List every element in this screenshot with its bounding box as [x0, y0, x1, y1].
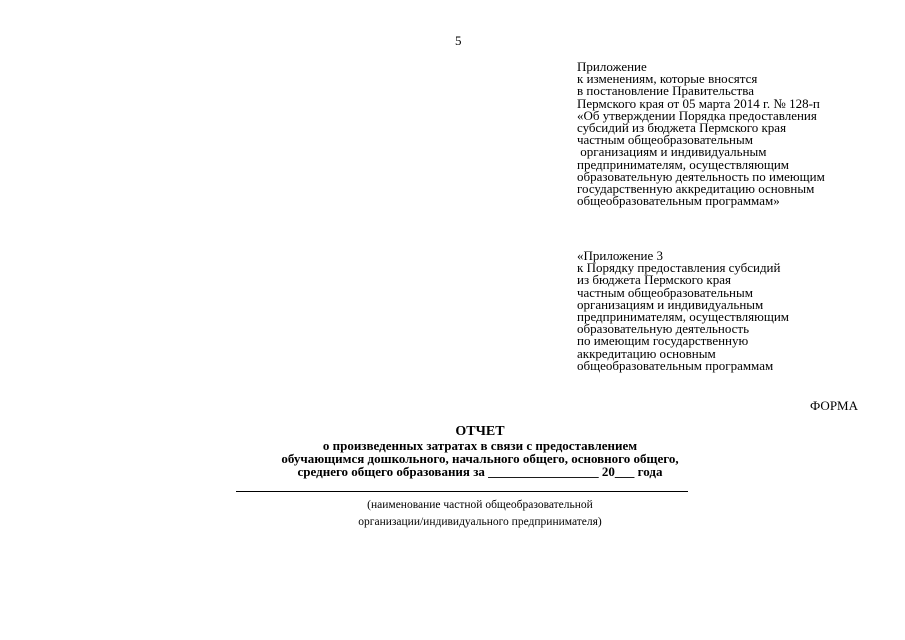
appendix-line: Приложение: [577, 59, 647, 74]
appendix-line: частным общеобразовательным: [577, 132, 753, 148]
report-title: ОТЧЕТ: [455, 424, 505, 439]
appendix-3-line: частным общеобразовательным: [577, 284, 753, 300]
report-subtitle-line: о произведенных затратах в связи с предоставлением: [322, 438, 638, 453]
appendix-line: в постановление Правительства: [577, 83, 754, 99]
appendix-header: [577, 61, 887, 207]
appendix-line: Пермского края от 05 марта 2014 г. № 128-п: [577, 95, 820, 111]
appendix-3-line: из бюджета Пермского края: [577, 272, 732, 288]
appendix-line: государственную аккредитацию основным: [577, 181, 815, 197]
caption-line: организации/индивидуального предпринимателя): [358, 516, 602, 528]
report-subtitle-line: обучающимся дошкольного, начального общего, основного общего,: [281, 451, 679, 466]
appendix-3-line: аккредитацию основным: [577, 345, 716, 361]
appendix-line: к изменениям, которые вносятся: [577, 71, 758, 87]
appendix-line: «Об утверждении Порядка предоставления: [577, 107, 817, 123]
appendix-line: образовательную деятельность по имеющим: [577, 168, 825, 184]
forma-label: ФОРМА: [810, 398, 858, 413]
appendix-3-line: к Порядку предоставления субсидий: [577, 260, 781, 276]
appendix-3-line: организациям и индивидуальным: [577, 296, 764, 312]
appendix-line: предпринимателям, осуществляющим: [577, 156, 790, 172]
appendix-3-line: «Приложение 3: [577, 248, 664, 263]
report-title-block: [200, 425, 760, 478]
appendix-line: общеобразовательным программам»: [577, 193, 780, 209]
appendix-3-line: предпринимателям, осуществляющим: [577, 309, 790, 325]
appendix-3-header: [577, 250, 887, 372]
appendix-3-line: по имеющим государственную: [577, 333, 749, 349]
organization-name-caption: [300, 497, 660, 531]
appendix-3-line: образовательную деятельность: [577, 321, 750, 337]
report-subtitle-line: среднего общего образования за _________________ 20___ года: [297, 464, 663, 479]
appendix-line: организациям и индивидуальным: [577, 144, 767, 160]
appendix-3-line: общеобразовательным программам: [577, 357, 774, 373]
organization-name-underline: [236, 491, 688, 492]
caption-line: (наименование частной общеобразовательной: [367, 499, 593, 511]
appendix-line: субсидий из бюджета Пермского края: [577, 120, 787, 136]
page-number: 5: [455, 33, 462, 48]
